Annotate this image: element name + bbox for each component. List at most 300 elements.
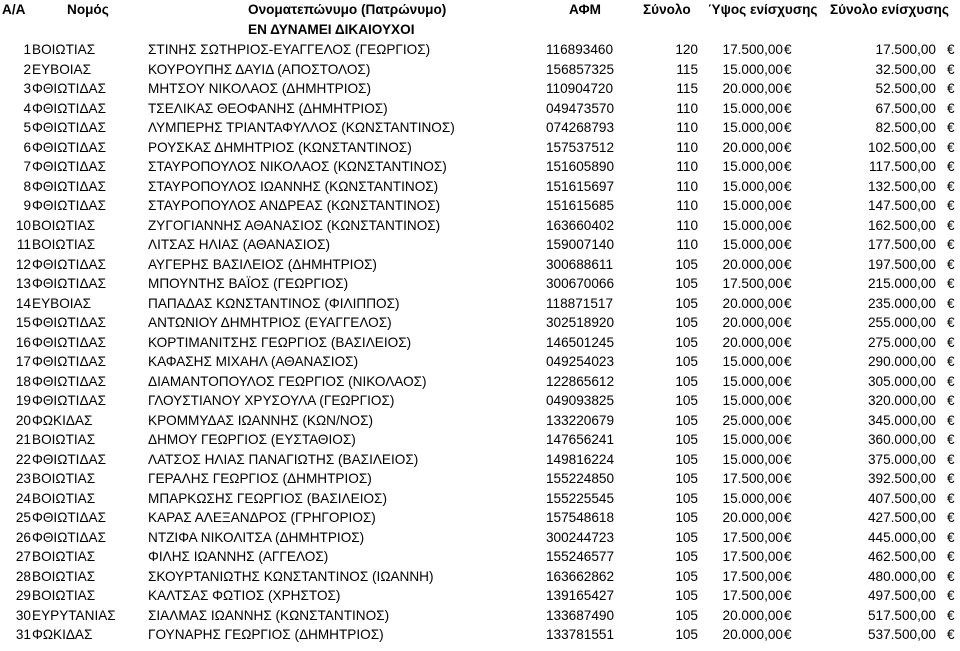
cell-aa[interactable]: 20 (15, 412, 31, 428)
cell-synolo[interactable]: 110 (676, 139, 698, 155)
cell-aa[interactable]: 30 (15, 607, 31, 623)
cell-euro-symbol[interactable]: € (784, 412, 792, 428)
cell-euro-symbol[interactable]: € (784, 588, 792, 603)
table-row[interactable] (0, 391, 960, 411)
table-row[interactable] (0, 352, 960, 372)
cell-euro-symbol[interactable]: € (947, 276, 955, 291)
cell-euro-symbol[interactable]: € (947, 198, 955, 213)
cell-total[interactable]: 517.500,00 (867, 607, 936, 623)
cell-euro-symbol[interactable]: € (947, 61, 955, 77)
cell-euro-symbol[interactable]: € (784, 451, 792, 467)
cell-euro-symbol[interactable]: € (947, 451, 955, 467)
cell-synolo[interactable]: 105 (675, 451, 698, 467)
cell-name[interactable]: ΓΟΥΝΑΡΗΣ ΓΕΩΡΓΙΟΣ (ΔΗΜΗΤΡΙΟΣ) (148, 627, 384, 642)
cell-nomos[interactable]: ΦΘΙΩΤΙΔΑΣ (32, 139, 106, 155)
cell-aa[interactable]: 4 (23, 100, 31, 116)
cell-total[interactable]: 32.500,00 (875, 61, 936, 77)
cell-ypsos[interactable]: 15.000,00 (722, 100, 783, 116)
cell-synolo[interactable]: 110 (676, 159, 698, 174)
cell-euro-symbol[interactable]: € (947, 568, 955, 584)
cell-synolo[interactable]: 110 (676, 120, 698, 135)
cell-ypsos[interactable]: 15.000,00 (722, 451, 783, 467)
cell-euro-symbol[interactable]: € (947, 237, 955, 252)
cell-synolo[interactable]: 110 (676, 198, 698, 213)
cell-synolo[interactable]: 115 (676, 81, 698, 96)
cell-total[interactable]: 82.500,00 (875, 120, 936, 135)
cell-euro-symbol[interactable]: € (784, 529, 792, 545)
cell-ypsos[interactable]: 20.000,00 (722, 334, 783, 350)
cell-afm[interactable]: 155246577 (546, 549, 615, 564)
cell-synolo[interactable]: 105 (675, 627, 698, 642)
cell-total[interactable]: 320.000,00 (867, 393, 936, 408)
cell-total[interactable]: 235.000,00 (867, 295, 936, 311)
cell-afm[interactable]: 049093825 (546, 393, 615, 408)
cell-name[interactable]: ΦΙΛΗΣ ΙΩΑΝΝΗΣ (ΑΓΓΕΛΟΣ) (148, 549, 329, 564)
cell-euro-symbol[interactable]: € (784, 159, 792, 174)
table-row[interactable] (0, 411, 960, 431)
cell-aa[interactable]: 25 (15, 510, 31, 525)
header-synolo[interactable]: Σύνολο (643, 2, 691, 17)
cell-euro-symbol[interactable]: € (784, 178, 792, 194)
cell-nomos[interactable]: ΦΘΙΩΤΙΔΑΣ (32, 256, 106, 272)
cell-ypsos[interactable]: 15.000,00 (722, 490, 783, 506)
cell-euro-symbol[interactable]: € (947, 81, 955, 96)
cell-name[interactable]: ΣΚΟΥΡΤΑΝΙΩΤΗΣ ΚΩΝΣΤΑΝΤΙΝΟΣ (ΙΩΑΝΝΗ) (148, 568, 434, 584)
cell-total[interactable]: 407.500,00 (867, 490, 936, 506)
cell-euro-symbol[interactable]: € (947, 178, 955, 194)
cell-aa[interactable]: 24 (15, 490, 31, 506)
cell-ypsos[interactable]: 17.500,00 (722, 42, 783, 57)
cell-ypsos[interactable]: 20.000,00 (722, 295, 783, 311)
cell-afm[interactable]: 133220679 (546, 412, 615, 428)
cell-euro-symbol[interactable]: € (947, 256, 955, 272)
cell-afm[interactable]: 300688611 (546, 256, 614, 272)
cell-afm[interactable]: 133687490 (546, 607, 615, 623)
cell-name[interactable]: ΚΟΥΡΟΥΠΗΣ ΔΑΥΙΔ (ΑΠΟΣΤΟΛΟΣ) (148, 61, 371, 77)
cell-synolo[interactable]: 110 (676, 237, 698, 252)
cell-name[interactable]: ΣΤΙΝΗΣ ΣΩΤΗΡΙΟΣ-ΕΥΑΓΓΕΛΟΣ (ΓΕΩΡΓΙΟΣ) (148, 42, 431, 57)
cell-synolo[interactable]: 110 (676, 100, 698, 116)
cell-afm[interactable]: 139165427 (546, 588, 615, 603)
cell-nomos[interactable]: ΕΥΒΟΙΑΣ (32, 61, 92, 77)
cell-ypsos[interactable]: 20.000,00 (722, 81, 783, 96)
table-row[interactable] (0, 567, 960, 587)
cell-ypsos[interactable]: 15.000,00 (722, 373, 783, 389)
cell-nomos[interactable]: ΕΥΒΟΙΑΣ (32, 295, 92, 311)
table-row[interactable] (0, 508, 960, 528)
cell-name[interactable]: ΜΠΑΡΚΩΣΗΣ ΓΕΩΡΓΙΟΣ (ΒΑΣΙΛΕΙΟΣ) (148, 490, 387, 506)
cell-euro-symbol[interactable]: € (784, 510, 792, 525)
cell-synolo[interactable]: 105 (675, 393, 698, 408)
table-row[interactable] (0, 586, 960, 606)
cell-euro-symbol[interactable]: € (784, 549, 792, 564)
cell-name[interactable]: ΚΑΡΑΣ ΑΛΕΞΑΝΔΡΟΣ (ΓΡΗΓΟΡΙΟΣ) (148, 510, 376, 525)
cell-synolo[interactable]: 120 (675, 42, 698, 57)
cell-euro-symbol[interactable]: € (784, 100, 792, 116)
cell-afm[interactable]: 049473570 (546, 100, 615, 116)
cell-euro-symbol[interactable]: € (947, 471, 955, 486)
cell-nomos[interactable]: ΒΟΙΩΤΙΑΣ (32, 471, 96, 486)
cell-aa[interactable]: 14 (15, 295, 31, 311)
cell-name[interactable]: ΚΡΟΜΜΥΔΑΣ ΙΩΑΝΝΗΣ (ΚΩΝ/ΝΟΣ) (148, 412, 374, 428)
cell-name[interactable]: ΚΟΡΤΙΜΑΝΙΤΣΗΣ ΓΕΩΡΓΙΟΣ (ΒΑΣΙΛΕΙΟΣ) (148, 334, 412, 350)
cell-afm[interactable]: 146501245 (546, 334, 615, 350)
cell-nomos[interactable]: ΦΘΙΩΤΙΔΑΣ (32, 315, 106, 330)
cell-name[interactable]: ΚΑΦΑΣΗΣ ΜΙΧΑΗΛ (ΑΘΑΝΑΣΙΟΣ) (148, 354, 359, 369)
cell-euro-symbol[interactable]: € (947, 159, 955, 174)
cell-aa[interactable]: 7 (23, 159, 31, 174)
cell-afm[interactable]: 110904720 (546, 81, 614, 96)
cell-nomos[interactable]: ΦΘΙΩΤΙΔΑΣ (32, 159, 106, 174)
cell-aa[interactable]: 16 (15, 334, 31, 350)
cell-euro-symbol[interactable]: € (784, 42, 792, 57)
cell-ypsos[interactable]: 17.500,00 (722, 276, 783, 291)
table-row[interactable] (0, 99, 960, 119)
cell-name[interactable]: ΓΛΟΥΣΤΙΑΝΟΥ ΧΡΥΣΟΥΛΑ (ΓΕΩΡΓΙΟΣ) (148, 393, 395, 408)
cell-ypsos[interactable]: 20.000,00 (722, 510, 783, 525)
cell-aa[interactable]: 31 (15, 627, 31, 642)
cell-euro-symbol[interactable]: € (784, 237, 792, 252)
cell-euro-symbol[interactable]: € (947, 100, 955, 116)
cell-ypsos[interactable]: 15.000,00 (722, 159, 783, 174)
cell-nomos[interactable]: ΒΟΙΩΤΙΑΣ (32, 549, 96, 564)
table-row[interactable] (0, 216, 960, 236)
cell-afm[interactable]: 157537512 (546, 139, 615, 155)
cell-ypsos[interactable]: 20.000,00 (722, 627, 783, 642)
table-row[interactable] (0, 138, 960, 158)
cell-ypsos[interactable]: 15.000,00 (722, 178, 783, 194)
cell-nomos[interactable]: ΦΘΙΩΤΙΔΑΣ (32, 81, 106, 96)
cell-euro-symbol[interactable]: € (947, 354, 955, 369)
table-row[interactable] (0, 157, 960, 177)
cell-synolo[interactable]: 105 (675, 529, 698, 545)
cell-afm[interactable]: 155225545 (546, 490, 615, 506)
cell-total[interactable]: 102.500,00 (867, 139, 936, 155)
cell-afm[interactable]: 151605890 (546, 159, 615, 174)
cell-aa[interactable]: 21 (15, 432, 31, 447)
cell-name[interactable]: ΜΠΟΥΝΤΗΣ ΒΑΪΟΣ (ΓΕΩΡΓΙΟΣ) (148, 276, 349, 291)
cell-nomos[interactable]: ΒΟΙΩΤΙΑΣ (32, 237, 96, 252)
cell-nomos[interactable]: ΒΟΙΩΤΙΑΣ (32, 568, 96, 584)
cell-aa[interactable]: 15 (15, 315, 31, 330)
cell-ypsos[interactable]: 17.500,00 (722, 588, 783, 603)
cell-afm[interactable]: 074268793 (546, 120, 615, 135)
table-row[interactable] (0, 196, 960, 216)
cell-name[interactable]: ΔΙΑΜΑΝΤΟΠΟΥΛΟΣ ΓΕΩΡΓΙΟΣ (ΝΙΚΟΛΑΟΣ) (148, 373, 427, 389)
cell-euro-symbol[interactable]: € (947, 490, 955, 506)
cell-afm[interactable]: 302518920 (546, 315, 615, 330)
cell-synolo[interactable]: 105 (675, 588, 698, 603)
cell-afm[interactable]: 300244723 (546, 529, 615, 545)
cell-nomos[interactable]: ΕΥΡΥΤΑΝΙΑΣ (32, 607, 116, 623)
header-synolo-enisxysis[interactable]: Σύνολο ενίσχυσης (830, 2, 949, 17)
cell-total[interactable]: 52.500,00 (875, 81, 936, 96)
cell-total[interactable]: 147.500,00 (867, 198, 936, 213)
cell-synolo[interactable]: 105 (675, 432, 698, 447)
cell-nomos[interactable]: ΒΟΙΩΤΙΑΣ (32, 490, 96, 506)
cell-synolo[interactable]: 105 (675, 315, 698, 330)
header-aa[interactable]: Α/Α (2, 2, 26, 17)
cell-total[interactable]: 197.500,00 (867, 256, 936, 272)
table-row[interactable] (0, 235, 960, 255)
cell-name[interactable]: ΓΕΡΑΛΗΣ ΓΕΩΡΓΙΟΣ (ΔΗΜΗΤΡΙΟΣ) (148, 471, 372, 486)
cell-total[interactable]: 275.000,00 (867, 334, 936, 350)
cell-euro-symbol[interactable]: € (784, 471, 792, 486)
cell-nomos[interactable]: ΦΩΚΙΔΑΣ (32, 627, 93, 642)
cell-afm[interactable]: 163662862 (546, 568, 615, 584)
table-row[interactable] (0, 177, 960, 197)
cell-aa[interactable]: 28 (15, 568, 31, 584)
table-row[interactable] (0, 60, 960, 80)
cell-aa[interactable]: 1 (23, 42, 31, 57)
cell-euro-symbol[interactable]: € (784, 627, 792, 642)
cell-afm[interactable]: 156857325 (546, 61, 615, 77)
cell-euro-symbol[interactable]: € (784, 217, 792, 233)
cell-ypsos[interactable]: 20.000,00 (722, 139, 783, 155)
table-row[interactable] (0, 313, 960, 333)
cell-afm[interactable]: 155224850 (546, 471, 615, 486)
cell-synolo[interactable]: 115 (676, 61, 698, 77)
cell-nomos[interactable]: ΦΘΙΩΤΙΔΑΣ (32, 354, 106, 369)
cell-ypsos[interactable]: 17.500,00 (722, 471, 783, 486)
cell-nomos[interactable]: ΒΟΙΩΤΙΑΣ (32, 217, 96, 233)
cell-name[interactable]: ΝΤΖΙΦΑ ΝΙΚΟΛΙΤΣΑ (ΔΗΜΗΤΡΙΟΣ) (148, 529, 365, 545)
cell-aa[interactable]: 3 (23, 81, 31, 96)
cell-total[interactable]: 290.000,00 (867, 354, 936, 369)
cell-total[interactable]: 375.000,00 (867, 451, 936, 467)
table-row[interactable] (0, 255, 960, 275)
cell-euro-symbol[interactable]: € (784, 432, 792, 447)
table-row[interactable] (0, 430, 960, 450)
cell-total[interactable]: 345.000,00 (867, 412, 936, 428)
cell-nomos[interactable]: ΦΘΙΩΤΙΔΑΣ (32, 120, 106, 135)
cell-euro-symbol[interactable]: € (947, 529, 955, 545)
cell-nomos[interactable]: ΦΘΙΩΤΙΔΑΣ (32, 198, 106, 213)
table-row[interactable] (0, 469, 960, 489)
cell-euro-symbol[interactable]: € (784, 61, 792, 77)
cell-total[interactable]: 427.500,00 (867, 510, 936, 525)
cell-synolo[interactable]: 105 (675, 276, 698, 291)
cell-synolo[interactable]: 105 (675, 490, 698, 506)
cell-ypsos[interactable]: 25.000,00 (722, 412, 783, 428)
cell-name[interactable]: ΣΤΑΥΡΟΠΟΥΛΟΣ ΙΩΑΝΝΗΣ (ΚΩΝΣΤΑΝΤΙΝΟΣ) (148, 178, 439, 194)
cell-euro-symbol[interactable]: € (784, 81, 792, 96)
cell-total[interactable]: 305.000,00 (867, 373, 936, 389)
cell-synolo[interactable]: 105 (675, 549, 698, 564)
cell-total[interactable]: 462.500,00 (867, 549, 936, 564)
cell-total[interactable]: 67.500,00 (875, 100, 936, 116)
cell-total[interactable]: 117.500,00 (868, 159, 936, 174)
cell-total[interactable]: 215.000,00 (867, 276, 936, 291)
cell-euro-symbol[interactable]: € (784, 276, 792, 291)
cell-aa[interactable]: 6 (23, 139, 31, 155)
cell-name[interactable]: ΛΙΤΣΑΣ ΗΛΙΑΣ (ΑΘΑΝΑΣΙΟΣ) (148, 237, 331, 252)
cell-euro-symbol[interactable]: € (947, 510, 955, 525)
cell-afm[interactable]: 300670066 (546, 276, 615, 291)
cell-aa[interactable]: 11 (16, 237, 31, 252)
cell-aa[interactable]: 23 (15, 471, 31, 486)
cell-afm[interactable]: 163660402 (546, 217, 615, 233)
cell-ypsos[interactable]: 20.000,00 (722, 256, 783, 272)
cell-aa[interactable]: 12 (15, 256, 31, 272)
table-row[interactable] (0, 489, 960, 509)
cell-total[interactable]: 497.500,00 (867, 588, 936, 603)
cell-name[interactable]: ΣΤΑΥΡΟΠΟΥΛΟΣ ΝΙΚΟΛΑΟΣ (ΚΩΝΣΤΑΝΤΙΝΟΣ) (148, 159, 447, 174)
cell-nomos[interactable]: ΒΟΙΩΤΙΑΣ (32, 588, 96, 603)
cell-euro-symbol[interactable]: € (947, 393, 955, 408)
header-afm[interactable]: ΑΦΜ (569, 2, 601, 17)
cell-euro-symbol[interactable]: € (947, 315, 955, 330)
cell-name[interactable]: ΡΟΥΣΚΑΣ ΔΗΜΗΤΡΙΟΣ (ΚΩΝΣΤΑΝΤΙΝΟΣ) (148, 139, 412, 155)
cell-synolo[interactable]: 105 (675, 373, 698, 389)
table-row[interactable] (0, 333, 960, 353)
cell-name[interactable]: ΑΝΤΩΝΙΟΥ ΔΗΜΗΤΡΙΟΣ (ΕΥΑΓΓΕΛΟΣ) (148, 315, 392, 330)
cell-aa[interactable]: 29 (15, 588, 31, 603)
cell-afm[interactable]: 151615697 (546, 178, 615, 194)
cell-synolo[interactable]: 105 (675, 412, 698, 428)
cell-euro-symbol[interactable]: € (784, 256, 792, 272)
cell-ypsos[interactable]: 15.000,00 (722, 198, 783, 213)
cell-ypsos[interactable]: 15.000,00 (722, 120, 783, 135)
subheader-label[interactable]: ΕΝ ΔΥΝΑΜΕΙ ΔΙΚΑΙΟΥΧΟΙ (248, 22, 415, 37)
cell-ypsos[interactable]: 15.000,00 (722, 237, 783, 252)
cell-euro-symbol[interactable]: € (784, 373, 792, 389)
header-onomatep[interactable]: Ονοματεπώνυμο (Πατρώνυμο) (248, 2, 447, 17)
cell-synolo[interactable]: 105 (675, 471, 698, 486)
cell-ypsos[interactable]: 17.500,00 (722, 549, 783, 564)
cell-name[interactable]: ΣΤΑΥΡΟΠΟΥΛΟΣ ΑΝΔΡΕΑΣ (ΚΩΝΣΤΑΝΤΙΝΟΣ) (148, 198, 441, 213)
cell-synolo[interactable]: 105 (675, 295, 698, 311)
cell-ypsos[interactable]: 15.000,00 (722, 354, 783, 369)
cell-afm[interactable]: 147656241 (546, 432, 615, 447)
cell-afm[interactable]: 118871517 (546, 295, 614, 311)
cell-aa[interactable]: 17 (15, 354, 31, 369)
table-row[interactable] (0, 450, 960, 470)
table-row[interactable] (0, 625, 960, 645)
cell-euro-symbol[interactable]: € (784, 315, 792, 330)
cell-nomos[interactable]: ΒΟΙΩΤΙΑΣ (32, 42, 96, 57)
cell-ypsos[interactable]: 15.000,00 (722, 432, 783, 447)
cell-euro-symbol[interactable]: € (947, 139, 955, 155)
cell-euro-symbol[interactable]: € (947, 607, 955, 623)
cell-euro-symbol[interactable]: € (784, 334, 792, 350)
cell-aa[interactable]: 26 (15, 529, 31, 545)
cell-nomos[interactable]: ΦΘΙΩΤΙΔΑΣ (32, 510, 106, 525)
cell-euro-symbol[interactable]: € (784, 607, 792, 623)
cell-afm[interactable]: 049254023 (546, 354, 615, 369)
cell-name[interactable]: ΤΣΕΛΙΚΑΣ ΘΕΟΦΑΝΗΣ (ΔΗΜΗΤΡΙΟΣ) (148, 100, 388, 116)
cell-name[interactable]: ΣΙΑΛΜΑΣ ΙΩΑΝΝΗΣ (ΚΩΝΣΤΑΝΤΙΝΟΣ) (148, 607, 390, 623)
cell-nomos[interactable]: ΦΘΙΩΤΙΔΑΣ (32, 451, 106, 467)
cell-afm[interactable]: 151615685 (546, 198, 615, 213)
cell-aa[interactable]: 5 (23, 120, 31, 135)
cell-ypsos[interactable]: 15.000,00 (722, 393, 783, 408)
cell-total[interactable]: 392.500,00 (867, 471, 936, 486)
cell-afm[interactable]: 149816224 (546, 451, 615, 467)
cell-afm[interactable]: 122865612 (546, 373, 615, 389)
cell-euro-symbol[interactable]: € (947, 588, 955, 603)
cell-nomos[interactable]: ΦΘΙΩΤΙΔΑΣ (32, 276, 106, 291)
cell-total[interactable]: 445.000,00 (867, 529, 936, 545)
cell-name[interactable]: ΚΑΛΤΣΑΣ ΦΩΤΙΟΣ (ΧΡΗΣΤΟΣ) (148, 588, 341, 603)
cell-euro-symbol[interactable]: € (947, 627, 955, 642)
cell-nomos[interactable]: ΦΘΙΩΤΙΔΑΣ (32, 178, 106, 194)
cell-synolo[interactable]: 110 (676, 178, 698, 194)
cell-aa[interactable]: 19 (15, 393, 31, 408)
cell-total[interactable]: 255.000,00 (867, 315, 936, 330)
cell-aa[interactable]: 27 (15, 549, 31, 564)
cell-euro-symbol[interactable]: € (947, 120, 955, 135)
table-row[interactable] (0, 118, 960, 138)
cell-euro-symbol[interactable]: € (947, 432, 955, 447)
cell-ypsos[interactable]: 15.000,00 (722, 217, 783, 233)
table-row[interactable] (0, 528, 960, 548)
cell-euro-symbol[interactable]: € (784, 295, 792, 311)
cell-ypsos[interactable]: 17.500,00 (722, 568, 783, 584)
cell-ypsos[interactable]: 20.000,00 (722, 315, 783, 330)
cell-aa[interactable]: 2 (23, 61, 31, 77)
table-row[interactable] (0, 372, 960, 392)
cell-nomos[interactable]: ΦΩΚΙΔΑΣ (32, 412, 93, 428)
cell-total[interactable]: 480.000,00 (867, 568, 936, 584)
cell-afm[interactable]: 157548618 (546, 510, 615, 525)
cell-total[interactable]: 177.500,00 (867, 237, 936, 252)
cell-synolo[interactable]: 110 (676, 217, 698, 233)
cell-name[interactable]: ΑΥΓΕΡΗΣ ΒΑΣΙΛΕΙΟΣ (ΔΗΜΗΤΡΙΟΣ) (148, 256, 377, 272)
cell-afm[interactable]: 159007140 (546, 237, 615, 252)
cell-euro-symbol[interactable]: € (784, 354, 792, 369)
cell-nomos[interactable]: ΦΘΙΩΤΙΔΑΣ (32, 529, 106, 545)
cell-total[interactable]: 537.500,00 (867, 627, 936, 642)
cell-aa[interactable]: 22 (15, 451, 31, 467)
cell-total[interactable]: 132.500,00 (867, 178, 936, 194)
cell-aa[interactable]: 10 (15, 217, 31, 233)
cell-euro-symbol[interactable]: € (947, 549, 955, 564)
cell-euro-symbol[interactable]: € (784, 120, 792, 135)
cell-euro-symbol[interactable]: € (947, 42, 955, 57)
header-ypsos[interactable]: Ύψος ενίσχυσης (708, 2, 818, 17)
cell-afm[interactable]: 116893460 (546, 42, 614, 57)
cell-aa[interactable]: 13 (15, 276, 31, 291)
cell-euro-symbol[interactable]: € (784, 568, 792, 584)
cell-name[interactable]: ΠΑΠΑΔΑΣ ΚΩΝΣΤΑΝΤΙΝΟΣ (ΦΙΛΙΠΠΟΣ) (148, 295, 400, 311)
cell-nomos[interactable]: ΦΘΙΩΤΙΔΑΣ (32, 393, 106, 408)
cell-ypsos[interactable]: 15.000,00 (722, 61, 783, 77)
cell-synolo[interactable]: 105 (675, 568, 698, 584)
header-nomos[interactable]: Νομός (67, 2, 109, 17)
cell-euro-symbol[interactable]: € (947, 217, 955, 233)
table-row[interactable] (0, 40, 960, 60)
table-row[interactable] (0, 79, 960, 99)
cell-nomos[interactable]: ΒΟΙΩΤΙΑΣ (32, 432, 96, 447)
cell-euro-symbol[interactable]: € (947, 373, 955, 389)
cell-synolo[interactable]: 105 (675, 510, 698, 525)
cell-euro-symbol[interactable]: € (947, 412, 955, 428)
cell-aa[interactable]: 8 (23, 178, 31, 194)
table-row[interactable] (0, 547, 960, 567)
cell-nomos[interactable]: ΦΘΙΩΤΙΔΑΣ (32, 334, 106, 350)
cell-ypsos[interactable]: 20.000,00 (722, 607, 783, 623)
cell-synolo[interactable]: 105 (675, 354, 698, 369)
cell-aa[interactable]: 9 (23, 198, 31, 213)
cell-name[interactable]: ΛΑΤΣΟΣ ΗΛΙΑΣ ΠΑΝΑΓΙΩΤΗΣ (ΒΑΣΙΛΕΙΟΣ) (148, 451, 419, 467)
cell-euro-symbol[interactable]: € (947, 334, 955, 350)
cell-total[interactable]: 162.500,00 (867, 217, 936, 233)
cell-total[interactable]: 17.500,00 (875, 42, 936, 57)
cell-name[interactable]: ΜΗΤΣΟΥ ΝΙΚΟΛΑΟΣ (ΔΗΜΗΤΡΙΟΣ) (148, 81, 371, 96)
table-row[interactable] (0, 274, 960, 294)
cell-synolo[interactable]: 105 (675, 607, 698, 623)
